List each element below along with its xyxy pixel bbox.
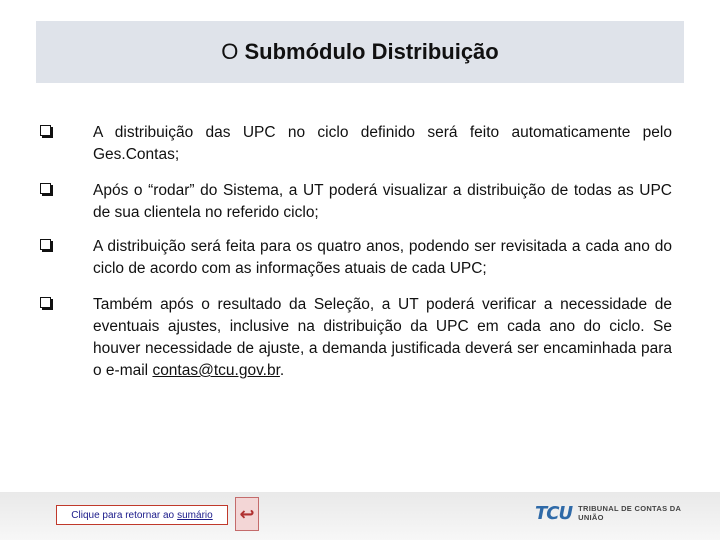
- bullet-text-end: .: [279, 362, 285, 379]
- title-prefix: O: [221, 39, 239, 64]
- checkbox-bullet-icon: [40, 297, 51, 308]
- title-bold: Submódulo Distribuição: [244, 39, 499, 64]
- bullet-text: [93, 294, 672, 382]
- slide-title: [36, 21, 684, 83]
- logo-name: TRIBUNAL DE CONTAS DA UNIÃO: [578, 504, 681, 522]
- return-text: Clique para retornar ao: [71, 509, 175, 521]
- return-to-summary-button[interactable]: [56, 505, 228, 525]
- return-arrow-icon[interactable]: ↩: [235, 497, 259, 531]
- logo-mark: TCU: [535, 502, 573, 524]
- bullet-text: Após o “rodar” do Sistema, a UT poderá visualizar a distribuição de todas as UPC de sua clientela no referido ciclo;: [93, 182, 672, 221]
- checkbox-bullet-icon: [40, 125, 51, 136]
- bullet-text: A distribuição das UPC no ciclo definido será feito automaticamente pelo Ges.Contas;: [93, 124, 672, 163]
- email-link[interactable]: contas@tcu.gov.br: [152, 362, 280, 379]
- tcu-logo: [535, 498, 700, 528]
- bullet-text: A distribuição será feita para os quatro anos, podendo ser revisitada a cada ano do ciclo de acordo com as informações atuais de cada UPC;: [93, 238, 672, 277]
- checkbox-bullet-icon: [40, 239, 51, 250]
- checkbox-bullet-icon: [40, 183, 51, 194]
- bullet-text-part: Também após o resultado da Seleção, a UT poderá verificar a necessidade de eventuais ajustes, inclusive na distribuição da UPC em cada ano do ciclo. Se houver necessidade de ajuste, a demanda justificada deverá ser encaminhada para o e-mail: [93, 296, 672, 379]
- summary-link[interactable]: sumário: [177, 509, 213, 521]
